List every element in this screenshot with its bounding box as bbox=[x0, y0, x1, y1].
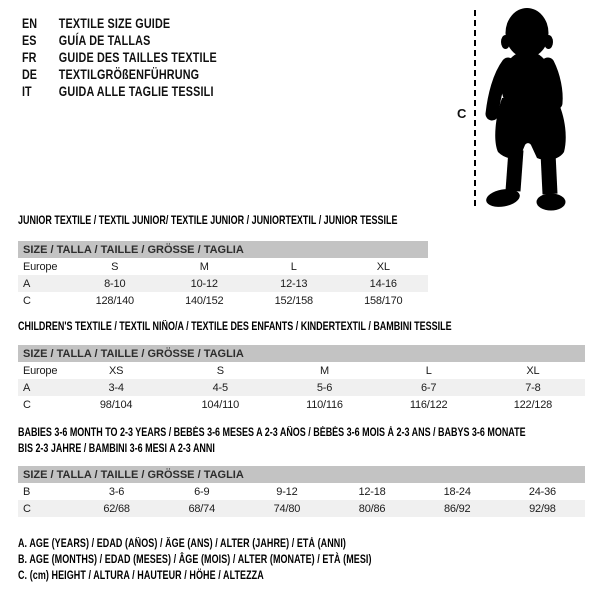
row-label: C bbox=[23, 502, 31, 515]
junior-table-title: JUNIOR TEXTILE / TEXTIL JUNIOR/ TEXTILE JUNIOR / JUNIORTEXTIL / JUNIOR TESSILE bbox=[18, 215, 398, 227]
size-cell: 68/74 bbox=[188, 502, 215, 515]
size-cell: 80/86 bbox=[358, 502, 386, 515]
babies-table-title: BABIES 3-6 MONTH TO 2-3 YEARS / BEBÉS 3-6 MESES A 2-3 AÑOS / BÉBÉS 3-6 MOIS À 2-3 ANS / BABYS 3-6 MONATE BIS 2-3 JAHRE / BAMBINI 3-6 MESI A 2-3 ANNI bbox=[18, 427, 526, 455]
size-cell: 18-24 bbox=[443, 485, 471, 498]
language-row-fr bbox=[22, 49, 217, 66]
table-row-age-months bbox=[18, 483, 585, 500]
size-cell: 110/116 bbox=[306, 398, 343, 411]
size-cell: 5-6 bbox=[316, 381, 333, 394]
size-cell: 7-8 bbox=[525, 381, 541, 394]
size-cell: L bbox=[425, 364, 432, 377]
size-cell: 158/170 bbox=[364, 294, 403, 307]
language-title: TEXTILE SIZE GUIDE bbox=[58, 16, 171, 31]
size-header-row bbox=[18, 241, 428, 258]
size-cell: 12-13 bbox=[280, 277, 308, 290]
table-row-height bbox=[18, 292, 428, 309]
size-cell: 6-9 bbox=[194, 485, 210, 498]
size-cell: 86/92 bbox=[443, 502, 471, 515]
babies-size-table bbox=[18, 466, 585, 517]
row-label: Europe bbox=[23, 364, 58, 377]
row-label: A bbox=[23, 381, 31, 394]
row-label: Europe bbox=[23, 260, 58, 273]
height-measure-label: C bbox=[457, 106, 467, 121]
size-cell: 8-10 bbox=[104, 277, 126, 290]
table-row-age bbox=[18, 275, 428, 292]
row-label: C bbox=[23, 398, 31, 411]
footnote-list bbox=[18, 536, 372, 584]
row-label: A bbox=[23, 277, 31, 290]
size-cell: 98/104 bbox=[99, 398, 133, 411]
size-cell: 9-12 bbox=[276, 485, 298, 498]
language-title: GUIDE DES TAILLES TEXTILE bbox=[58, 50, 217, 65]
size-cell: 92/98 bbox=[529, 502, 556, 515]
size-cell: 140/152 bbox=[185, 294, 224, 307]
size-cell: XS bbox=[108, 364, 124, 377]
row-label: C bbox=[23, 294, 31, 307]
size-header-band: SIZE / TALLA / TAILLE / GRÖSSE / TAGLIA bbox=[18, 466, 585, 483]
size-cell: 4-5 bbox=[212, 381, 228, 394]
size-cell: M bbox=[319, 364, 329, 377]
table-row-height bbox=[18, 500, 585, 517]
size-cell: 12-18 bbox=[358, 485, 386, 498]
size-cell: 62/68 bbox=[103, 502, 130, 515]
language-code: DE bbox=[22, 67, 38, 82]
size-cell: 128/140 bbox=[95, 294, 134, 307]
size-cell: 3-4 bbox=[108, 381, 124, 394]
size-cell: 24-36 bbox=[528, 485, 556, 498]
size-cell: 10-12 bbox=[190, 277, 218, 290]
size-cell: 152/158 bbox=[274, 294, 313, 307]
size-cell: S bbox=[216, 364, 224, 377]
table-row-age bbox=[18, 379, 585, 396]
table-row-europe bbox=[18, 258, 428, 275]
language-title: GUÍA DE TALLAS bbox=[58, 33, 151, 48]
children-size-table bbox=[18, 345, 585, 413]
size-cell: S bbox=[111, 260, 119, 273]
size-cell: 116/122 bbox=[409, 398, 448, 411]
language-row-en bbox=[22, 15, 217, 32]
size-cell: XL bbox=[526, 364, 540, 377]
language-row-it bbox=[22, 83, 217, 100]
table-row-height bbox=[18, 396, 585, 413]
size-cell: 6-7 bbox=[421, 381, 437, 394]
language-title: GUIDA ALLE TAGLIE TESSILI bbox=[58, 84, 214, 99]
children-table-title: CHILDREN'S TEXTILE / TEXTIL NIÑO/A / TEXTILE DES ENFANTS / KINDERTEXTIL / BAMBINI TESSILE bbox=[18, 321, 452, 333]
language-row-es bbox=[22, 32, 217, 49]
footnote-b: B. AGE (MONTHS) / EDAD (MESES) / ÂGE (MOIS) / ALTER (MONATE) / ETÀ (MESI) bbox=[18, 554, 372, 566]
size-cell: 104/110 bbox=[201, 398, 240, 411]
language-code: EN bbox=[22, 16, 38, 31]
size-header-row bbox=[18, 345, 585, 362]
footnote-c: C. (cm) HEIGHT / ALTURA / HAUTEUR / HÖHE / ALTEZZA bbox=[18, 570, 264, 582]
language-row-de bbox=[22, 66, 217, 83]
size-cell: 3-6 bbox=[108, 485, 125, 498]
language-code: ES bbox=[22, 33, 37, 48]
size-header-band: SIZE / TALLA / TAILLE / GRÖSSE / TAGLIA bbox=[18, 241, 428, 258]
size-cell: 14-16 bbox=[369, 277, 397, 290]
size-header-band: SIZE / TALLA / TAILLE / GRÖSSE / TAGLIA bbox=[18, 345, 585, 362]
toddler-silhouette-icon bbox=[470, 0, 600, 220]
language-code: IT bbox=[22, 84, 32, 99]
row-label: B bbox=[23, 485, 31, 498]
language-title: TEXTILGRÖßENFÜHRUNG bbox=[58, 67, 200, 82]
language-title-list bbox=[22, 15, 217, 100]
footnote-a: A. AGE (YEARS) / EDAD (AÑOS) / ÂGE (ANS) / ALTER (JAHRE) / ETÀ (ANNI) bbox=[18, 538, 346, 550]
size-cell: XL bbox=[376, 260, 390, 273]
table-row-europe bbox=[18, 362, 585, 379]
junior-size-table bbox=[18, 241, 428, 309]
size-cell: 74/80 bbox=[273, 502, 301, 515]
size-cell: M bbox=[199, 260, 209, 273]
size-cell: 122/128 bbox=[513, 398, 553, 411]
language-code: FR bbox=[22, 50, 37, 65]
size-header-row bbox=[18, 466, 585, 483]
size-cell: L bbox=[290, 260, 297, 273]
